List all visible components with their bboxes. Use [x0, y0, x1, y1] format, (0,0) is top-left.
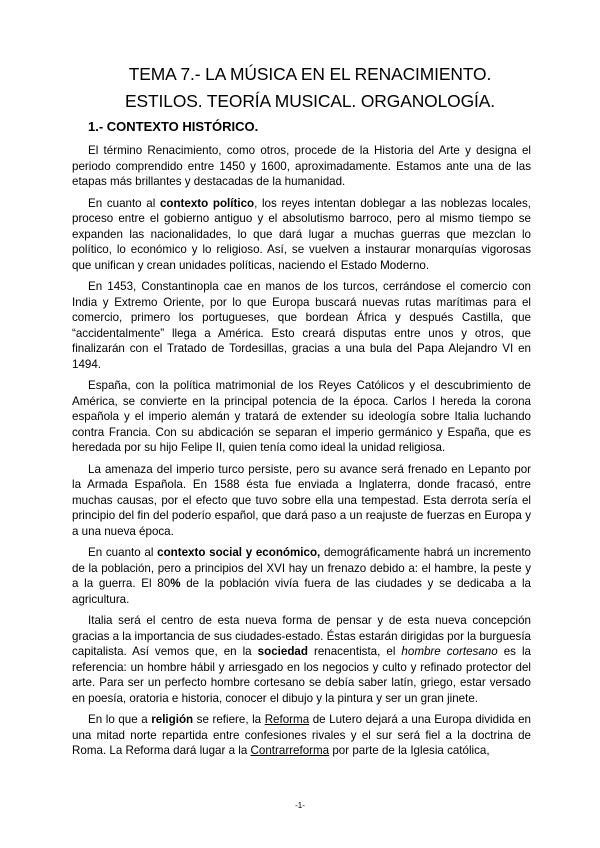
italic-term: hombre cortesano	[401, 645, 498, 658]
paragraph-text: En 1453, Constantinopla cae en manos de los turcos, cerrándose el comercio con India y Extremo Oriente, por lo que Europa buscará nuevas rutas marítimas para el comercio, primero los portugueses, que bordean África y después Castilla, que “accidentalmente” llega a América. Esto creará disputas entre unos y otros, que finalizarán con el Tratado de Tordesillas, gracias a una bula del Papa Alejandro VI en 1494.	[72, 280, 531, 371]
section-heading: 1.- CONTEXTO HISTÓRICO.	[88, 119, 259, 134]
paragraph-political-context	[72, 196, 531, 274]
bold-term: contexto político	[159, 196, 255, 210]
paragraph-text: España, con la política matrimonial de los Reyes Católicos y el descubrimiento de América, se convierte en la principal potencia de la época. Carlos I hereda la corona española y el imperio alemán y tratará de extender su ideología sobre Italia luchando contra Francia. Con su abdicación se separan el imperio germánico y España, que es heredada por su hijo Felipe II, quien tenía como ideal la unidad religiosa.	[72, 379, 531, 454]
body-text	[72, 143, 531, 765]
text-run: se refiere, la	[193, 713, 265, 726]
text-run: de la población vivía fuera de las ciudades y se dedicaba a la agricultura.	[72, 577, 531, 606]
text-run: es la referencia: un hombre hábil y arriesgado en los negocios y culto y refinado protector del arte. Para ser un perfecto hombre cortesano se debía saber latín, griego, estar versado en poesía, oratoria e historia, conocer el dibujo y la pintura y ser un gran jinete.	[72, 645, 531, 705]
paragraph-social-economic	[72, 545, 531, 607]
text-run: Italia será el centro de esta nueva forma de pensar y de esta nueva concepción gracias a la importancia de sus ciudades-estado. Éstas estarán dirigidas por la burguesía capitalista. Así vemos que, en la	[72, 614, 531, 658]
paragraph-text: El término Renacimiento, como otros, procede de la Historia del Arte y designa el periodo comprendido entre 1450 y 1600, aproximadamente. Estamos ante una de las etapas más brillantes y destacadas de la humanidad.	[72, 144, 531, 188]
underlined-term: Reforma	[264, 713, 310, 726]
paragraph-intro	[72, 143, 531, 190]
paragraph-religion	[72, 712, 531, 759]
text-run: En lo que a	[88, 713, 152, 726]
paragraph-constantinople	[72, 279, 531, 372]
underlined-term: Contrarreforma	[250, 744, 330, 757]
paragraph-turkish-empire	[72, 462, 531, 540]
page-number: -1-	[295, 801, 305, 810]
text-run: demográficamente habrá un incremento de la población, pero a principios del XVI hay un frenazo debido a: el hambre, la peste y a la guerra. El 80	[72, 546, 532, 590]
paragraph-italy-society	[72, 613, 531, 706]
bold-term: religión	[151, 713, 194, 726]
bold-term: sociedad	[257, 645, 308, 658]
page-title-line-1: TEMA 7.- LA MÚSICA EN EL RENACIMIENTO.	[128, 64, 492, 84]
text-run: renacentista, el	[307, 645, 402, 658]
text-run: , los reyes intentan doblegar a las noblezas locales, proceso entre el gobierno antiguo y el absolutismo barroco, pero al mismo tiempo se expanden las nacionalidades, lo que dará lugar a muchas guerras que mezclan lo político, lo económico y lo religioso. Así, se vuelven a instaurar monarquías vigorosas que unifican y crean unidades políticas, naciendo el Estado Moderno.	[72, 196, 531, 272]
bold-term: contexto social y económico,	[157, 546, 321, 559]
text-run: por parte de la Iglesia católica,	[329, 744, 490, 757]
paragraph-spain	[72, 378, 531, 456]
text-run: En cuanto al	[88, 196, 160, 210]
text-run: de Lutero dejará a una Europa dividida en una mitad norte repartida entre confesiones rivales y el sur será fiel a la doctrina de Roma. La Reforma dará lugar a la	[72, 713, 531, 757]
text-run: En cuanto al	[88, 546, 158, 559]
page-title-line-2: ESTILOS. TEORÍA MUSICAL. ORGANOLOGÍA.	[125, 91, 495, 111]
bold-percent: %	[170, 577, 181, 590]
paragraph-text: La amenaza del imperio turco persiste, pero su avance será frenado en Lepanto por la Armada Española. En 1588 ésta fue enviada a Inglaterra, donde fracasó, entre muchas causas, por el efecto que tuvo sobre ella una tempestad. Esta derrota sería el principio del fin del poderío español, que dará paso a un reajuste de fuerzas en Europa y a una nueva época.	[72, 462, 531, 538]
